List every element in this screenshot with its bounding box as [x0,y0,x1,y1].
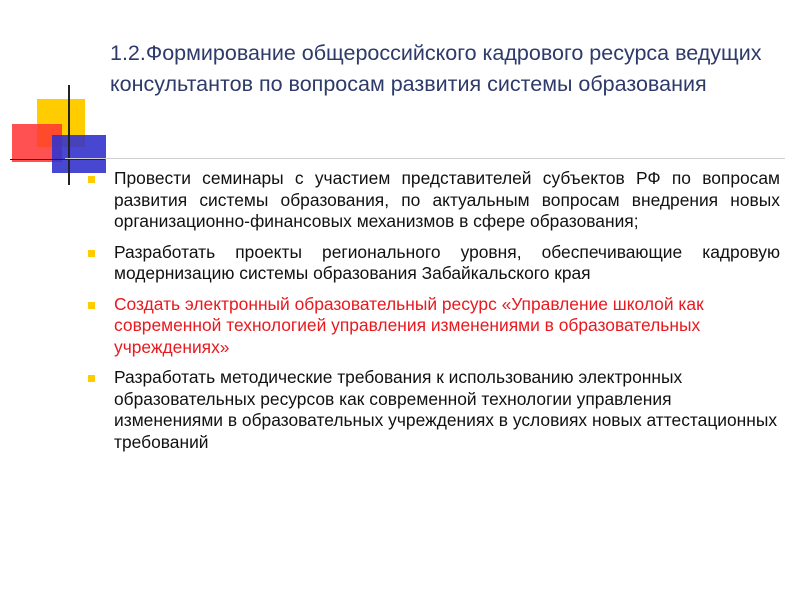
square-bullet-icon [88,302,95,309]
list-item [88,242,780,285]
square-bullet-icon [88,176,95,183]
decor-vertical-line [68,85,70,185]
square-bullet-icon [88,375,95,382]
list-item-text: Создать электронный образовательный ресурс «Управление школой как современной технологией управления изменениями в образовательных учреждениях» [114,293,704,357]
list-item [88,367,780,453]
list-item-text: Разработать методические требования к использованию электронных образовательных ресурсов как современной технологии управления изменениями в образовательных учреждениях в условиях новых аттестационных требований [114,367,778,452]
square-bullet-icon [88,250,95,257]
decor-horizontal-line [10,159,105,160]
list-item-text: Провести семинары с участием представителей субъектов РФ по вопросам развития системы образования, по актуальным вопросам внедрения новых организационно-финансовых механизмов в сфере образования; [114,168,780,231]
bullet-list [88,168,780,462]
list-item [88,168,780,233]
title-divider [65,158,785,159]
list-item-text: Разработать проекты регионального уровня, обеспечивающие кадровую модернизацию системы образования Забайкальского края [114,241,780,283]
list-item-highlighted [88,294,780,359]
slide-title: 1.2.Формирование общероссийского кадрового ресурса ведущих консультантов по вопросам развития системы образования [110,41,762,96]
